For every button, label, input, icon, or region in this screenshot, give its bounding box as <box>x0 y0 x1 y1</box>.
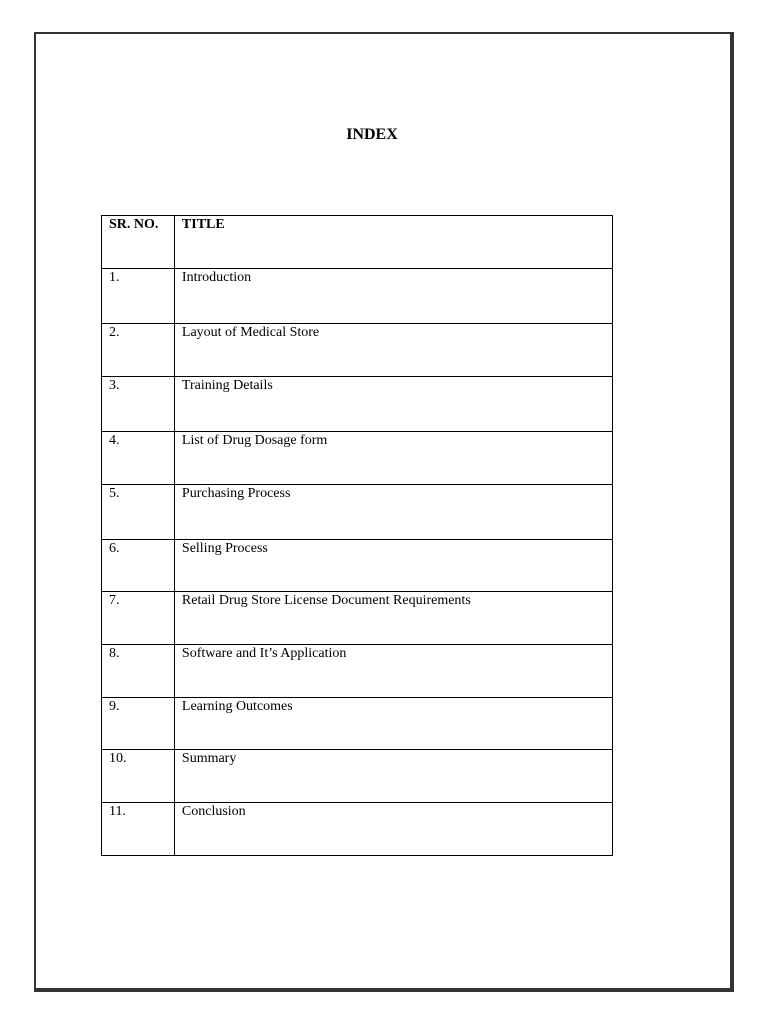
sr-no-text: 5. <box>109 486 120 501</box>
title-text: List of Drug Dosage form <box>181 433 328 448</box>
title-cell <box>174 540 612 592</box>
sr-no-text: 11. <box>109 804 126 819</box>
title-cell <box>174 324 612 377</box>
title-text: Learning Outcomes <box>181 699 293 714</box>
title-text: Layout of Medical Store <box>181 325 320 340</box>
sr-no-text: 8. <box>109 646 120 661</box>
title-cell <box>174 269 612 324</box>
table-row <box>102 377 613 432</box>
sr-no-text: 10. <box>109 751 127 766</box>
table-row <box>102 592 613 645</box>
index-table <box>101 215 613 856</box>
sr-no-cell <box>102 645 175 698</box>
sr-no-cell <box>102 377 175 432</box>
sr-no-cell <box>102 698 175 750</box>
title-cell <box>174 750 612 803</box>
sr-no-cell <box>102 432 175 485</box>
sr-no-cell <box>102 592 175 645</box>
title-text: Summary <box>181 751 237 766</box>
sr-no-text: 3. <box>109 378 120 393</box>
title-cell <box>174 592 612 645</box>
sr-no-text: 1. <box>109 270 120 285</box>
sr-no-cell <box>102 324 175 377</box>
table-row <box>102 485 613 540</box>
header-sr-no <box>102 216 175 269</box>
sr-no-cell <box>102 269 175 324</box>
sr-no-cell <box>102 750 175 803</box>
sr-no-text: 2. <box>109 325 120 340</box>
table-body <box>102 269 613 856</box>
title-text: Software and It’s Application <box>181 646 347 661</box>
table-row <box>102 750 613 803</box>
page-title: INDEX <box>346 126 398 143</box>
title-cell <box>174 485 612 540</box>
table-row <box>102 269 613 324</box>
sr-no-text: 9. <box>109 699 120 714</box>
sr-no-cell <box>102 540 175 592</box>
header-title-text: TITLE <box>181 217 225 232</box>
title-cell <box>174 803 612 856</box>
table-row <box>102 645 613 698</box>
title-text: Selling Process <box>181 541 268 556</box>
table-row <box>102 540 613 592</box>
title-cell <box>174 645 612 698</box>
sr-no-text: 4. <box>109 433 120 448</box>
table-row <box>102 803 613 856</box>
title-cell <box>174 698 612 750</box>
table-header-row <box>102 216 613 269</box>
title-text: Conclusion <box>181 804 246 819</box>
table-row <box>102 698 613 750</box>
title-text: Introduction <box>181 270 252 285</box>
title-cell <box>174 432 612 485</box>
sr-no-text: 6. <box>109 541 120 556</box>
sr-no-cell <box>102 485 175 540</box>
header-title <box>174 216 612 269</box>
sr-no-text: 7. <box>109 593 120 608</box>
table-row <box>102 432 613 485</box>
sr-no-cell <box>102 803 175 856</box>
title-text: Training Details <box>181 378 273 393</box>
table-row <box>102 324 613 377</box>
title-text: Purchasing Process <box>181 486 291 501</box>
header-sr-no-text: SR. NO. <box>109 217 159 232</box>
title-text: Retail Drug Store License Document Requirements <box>181 593 471 608</box>
title-cell <box>174 377 612 432</box>
